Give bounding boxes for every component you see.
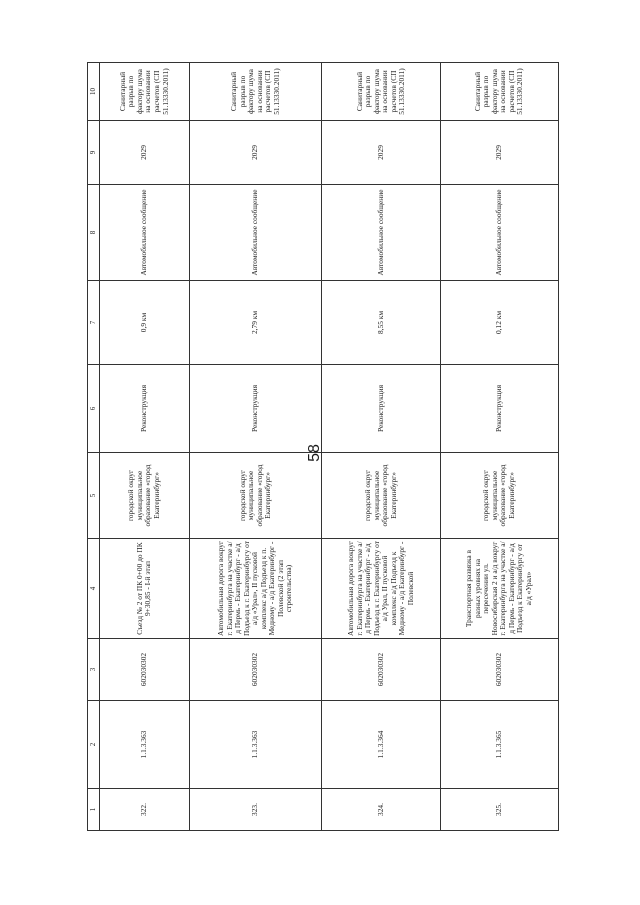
object-name: Съезд № 2 от ПК 0+00 до ПК 9+30,85 - I-й этап bbox=[100, 539, 190, 639]
table-row bbox=[440, 63, 558, 831]
table-row bbox=[189, 63, 321, 831]
object-location: городской округ муниципальное образование «город Екатеринбург» bbox=[440, 453, 558, 539]
object-type: Автомобильное сообщение bbox=[100, 185, 190, 281]
object-name: Транспортная развязка в разных уровнях на пересечении ул. Новосибирская 2 и а/д вокруг г. Екатеринбурга на участке а/д Пермь - Екатеринбург - а/д Подъезд к Екатеринбургу от а/д «Урал» bbox=[440, 539, 558, 639]
work-type: Реконструкция bbox=[189, 365, 321, 453]
object-name: Автомобильная дорога вокруг г. Екатеринбурга на участке а/д Пермь - Екатеринбург - а/д Подъезд к г. Екатеринбургу от а/д «Урал», II пусковой комплекс а/д Подъезд к п. Медному - а/д Екатеринбург - Полевской (2 этап строительства) bbox=[189, 539, 321, 639]
object-length: 0,9 км bbox=[100, 281, 190, 365]
object-id: 602030302 bbox=[440, 639, 558, 701]
column-number: 9 bbox=[88, 121, 100, 185]
object-year: 2029 bbox=[100, 121, 190, 185]
object-code: 1.1.3.363 bbox=[100, 701, 190, 789]
work-type: Реконструкция bbox=[100, 365, 190, 453]
column-number: 4 bbox=[88, 539, 100, 639]
object-year: 2029 bbox=[322, 121, 440, 185]
object-id: 602030302 bbox=[322, 639, 440, 701]
column-number: 7 bbox=[88, 281, 100, 365]
object-length: 0,12 км bbox=[440, 281, 558, 365]
object-code: 1.1.3.364 bbox=[322, 701, 440, 789]
object-length: 8,55 км bbox=[322, 281, 440, 365]
page-number: 58 bbox=[306, 444, 323, 462]
work-type: Реконструкция bbox=[440, 365, 558, 453]
register-sheet bbox=[87, 63, 559, 831]
object-id: 602030302 bbox=[189, 639, 321, 701]
protection-zone: Санитарный разрыв по фактору шума на основании расчетов (СП 51.13330.2011) bbox=[440, 63, 558, 121]
object-code: 1.1.3.365 bbox=[440, 701, 558, 789]
object-name: Автомобильная дорога вокруг г. Екатеринбурга на участке а/д Пермь - Екатеринбург - а/д Подъезд к г. Екатеринбургу от а/д Урал, II пусковой комплекс а/д Подъезд к Медному - а/д Екатеринбург - Полевской bbox=[322, 539, 440, 639]
column-number: 6 bbox=[88, 365, 100, 453]
object-location: городской округ муниципальное образование «город Екатеринбург» bbox=[189, 453, 321, 539]
protection-zone: Санитарный разрыв по фактору шума на основании расчетов (СП 51.13330.2011) bbox=[100, 63, 190, 121]
object-location: городской округ муниципальное образование «город Екатеринбург» bbox=[322, 453, 440, 539]
object-location: городской округ муниципальное образование «город Екатеринбург» bbox=[100, 453, 190, 539]
column-number: 5 bbox=[88, 453, 100, 539]
column-number: 10 bbox=[88, 63, 100, 121]
row-number: 322. bbox=[100, 789, 190, 831]
table-row bbox=[100, 63, 190, 831]
object-id: 602030302 bbox=[100, 639, 190, 701]
protection-zone: Санитарный разрыв по фактору шума на основании расчетов (СП 51.13330.2011) bbox=[189, 63, 321, 121]
object-type: Автомобильное сообщение bbox=[189, 185, 321, 281]
column-number: 1 bbox=[88, 789, 100, 831]
object-type: Автомобильное сообщение bbox=[440, 185, 558, 281]
protection-zone: Санитарный разрыв по фактору шума на основании расчетов (СП 51.13330.2011) bbox=[322, 63, 440, 121]
table-row bbox=[322, 63, 440, 831]
register-table bbox=[87, 62, 559, 831]
row-number: 325. bbox=[440, 789, 558, 831]
work-type: Реконструкция bbox=[322, 365, 440, 453]
object-year: 2029 bbox=[440, 121, 558, 185]
row-number: 324. bbox=[322, 789, 440, 831]
object-year: 2029 bbox=[189, 121, 321, 185]
column-number: 2 bbox=[88, 701, 100, 789]
column-number: 3 bbox=[88, 639, 100, 701]
object-type: Автомобильное сообщение bbox=[322, 185, 440, 281]
row-number: 323. bbox=[189, 789, 321, 831]
column-number-row bbox=[88, 63, 100, 831]
column-number: 8 bbox=[88, 185, 100, 281]
object-code: 1.1.3.363 bbox=[189, 701, 321, 789]
object-length: 2,79 км bbox=[189, 281, 321, 365]
